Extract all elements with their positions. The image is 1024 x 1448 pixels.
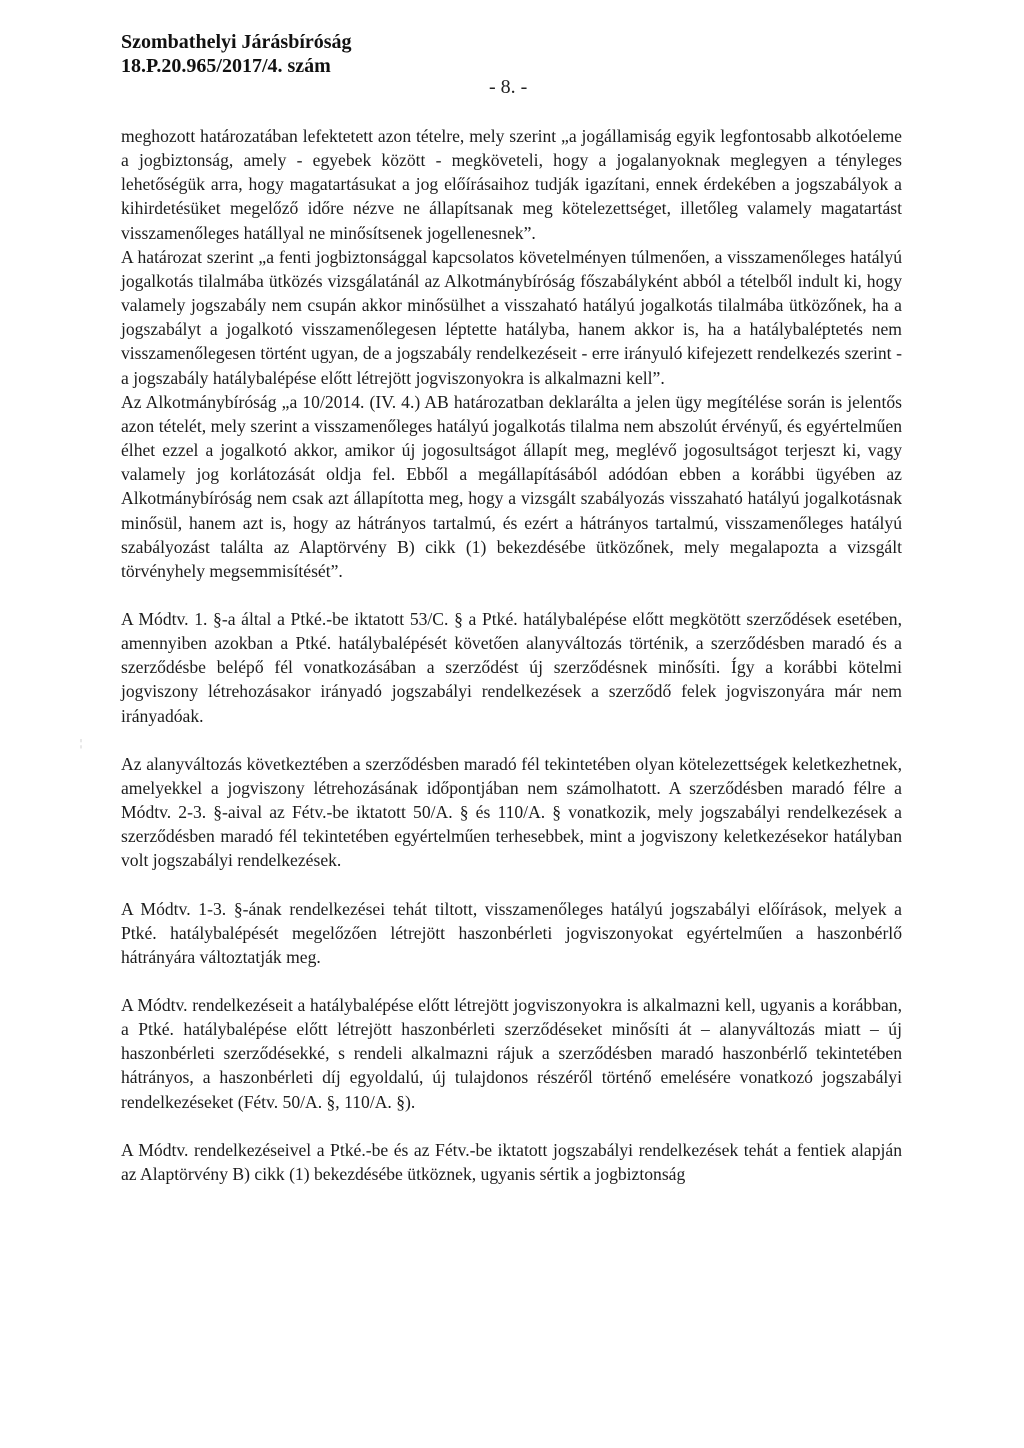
paragraph: A Módtv. 1. §-a által a Ptké.-be iktatott 53/C. § a Ptké. hatálybalépése előtt megkötött szerződések esetében, amennyiben azokban a Ptké. hatálybalépését követően alanyváltozás történik, a szerződésben maradó és a szerződésbe belépő fél vonatkozásában a szerződést új szerződésnek minősíti. Így a korábbi kötelmi jogviszony létrehozásakor irányadó jogszabályi rendelkezések a szerződő felek jogviszonyára már nem irányadóak.: [121, 608, 902, 726]
paragraph: meghozott határozatában lefektetett azon tételre, mely szerint „a jogállamiság egyik legfontosabb alkotóeleme a jogbiztonság, amely - egyebek között - megköveteli, hogy a jogalanyoknak meglegyen a tényleges lehetőségük arra, hogy magatartásukat a jog előírásaihoz tudják igazítani, ennek érdekében a jogszabályok a kihirdetésüket megelőző időre nézve ne állapítsanak meg kötelezettséget, illetőleg valamely magatartást visszamenőleges hatállyal ne minősítsenek jogellenesnek”.: [121, 126, 902, 243]
court-name: Szombathelyi Járásbíróság: [121, 31, 352, 53]
paragraph: Az Alkotmánybíróság „a 10/2014. (IV. 4.) AB határozatban deklarálta a jelen ügy megítélése során is jelentős azon tételét, mely szerint a visszamenőleges hatályú jogalkotás tilalma nem abszolút érvényű, és egyértelműen élhet ezzel a jogalkotó akkor, amikor új jogosultságot állapít meg, meglévő jogosultságot terjeszt ki, vagy valamely jog korlátozását oldja fel. Ebből a megállapításából adódóan ebben a korábbi ügyében az Alkotmánybíróság nem csak azt állapította meg, hogy a vizsgált szabályozás visszaható hatályú jogalkotásnak minősül, hanem azt is, hogy az hátrányos tartalmú, és ezért a hátrányos tartalmú, visszamenőleges hatályú szabályozást találta az Alaptörvény B) cikk (1) bekezdésébe ütközőnek, mely megalapozta a vizsgált törvényhely megsemmisítését”.: [121, 391, 902, 581]
document-body: [121, 124, 902, 1186]
document-header: [121, 30, 352, 78]
paragraph: A határozat szerint „a fenti jogbiztonsággal kapcsolatos követelményen túlmenően, a visszamenőleges hatályú jogalkotás tilalmába ütközés vizsgálatánál az Alkotmánybíróság főszabályként abból a tételből indult ki, hogy valamely jogszabály nem csupán akkor minősülhet a visszaható hatályú jogalkotás tilalmába ütközőnek, ha a jogszabályt a jogalkotó visszamenőlegesen léptette hatályba, hanem akkor is, ha a hatálybaléptetés nem visszamenőlegesen történt ugyan, de a jogszabály rendelkezéseit - erre irányuló kifejezett rendelkezés szerint - a jogszabály hatálybalépése előtt létrejött jogviszonyokra is alkalmazni kell”.: [121, 246, 902, 388]
case-number: 18.P.20.965/2017/4. szám: [121, 55, 331, 77]
paragraph: A Módtv. rendelkezéseivel a Ptké.-be és az Fétv.-be iktatott jogszabályi rendelkezések tehát a fentiek alapján az Alaptörvény B) cikk (1) bekezdésébe ütköznek, ugyanis sértik a jogbiztonság: [121, 1139, 902, 1184]
page-number: - 8. -: [489, 76, 528, 98]
paragraph: Az alanyváltozás következtében a szerződésben maradó fél tekintetében olyan kötelezettségek keletkezhetnek, amelyekkel a jogviszony létrehozásának időpontjában nem számolhatott. A szerződésben maradó félre a Módtv. 2-3. §-aival az Fétv.-be iktatott 50/A. § és 110/A. § vonatkozik, mely jogszabályi rendelkezések a szerződésben maradó fél tekintetében egyértelműen terhesebbek, mint a jogviszony keletkezésekor hatályban volt jogszabályi rendelkezések.: [121, 753, 902, 871]
paragraph: A Módtv. rendelkezéseit a hatálybalépése előtt létrejött jogviszonyokra is alkalmazni kell, ugyanis a korábban, a Ptké. hatálybalépése előtt létrejött haszonbérleti szerződéseket minősíti át – alanyváltozás miatt – új haszonbérleti szerződésekké, s rendeli alkalmazni rájuk a szerződésben maradó haszonbérlő tekintetében hátrányos, a haszonbérleti díj egyoldalú, új tulajdonos részéről történő emelésére vonatkozó jogszabályi rendelkezéseket (Fétv. 50/A. §, 110/A. §).: [121, 995, 902, 1112]
scan-mark: ¦: [80, 738, 83, 749]
paragraph: A Módtv. 1-3. §-ának rendelkezései tehát tiltott, visszamenőleges hatályú jogszabályi előírások, melyek a Ptké. hatálybalépését megelőzően létrejött haszonbérleti jogviszonyokat egyértelműen a haszonbérlő hátrányára változtatják meg.: [121, 898, 902, 967]
